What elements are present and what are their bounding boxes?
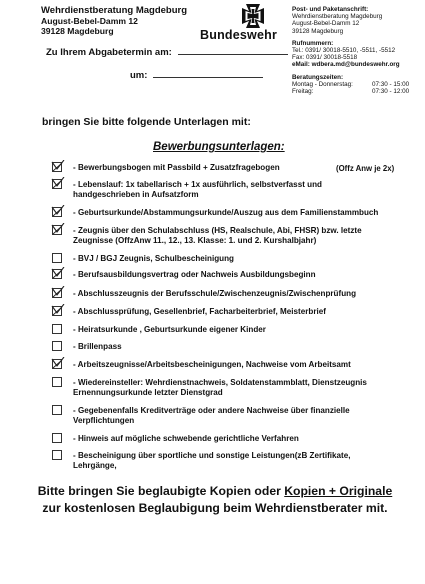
- post-line: Wehrdienstberatung Magdeburg: [292, 13, 383, 21]
- checklist-item-text: - Wiedereinsteller: Wehrdienstnachweis, Soldatenstammblatt, Dienstzeugnis Ernennungsurkunde letzter Dienstgrad: [73, 378, 367, 397]
- checkbox-unchecked[interactable]: [52, 433, 62, 443]
- section-heading: Bewerbungsunterlagen:: [153, 141, 285, 153]
- sender-line: 39128 Magdeburg: [41, 26, 114, 36]
- hours-day: Freitag:: [292, 88, 314, 96]
- footer-notice: [30, 483, 400, 517]
- checkbox-unchecked[interactable]: [52, 324, 62, 334]
- appointment-date-row: [46, 47, 288, 58]
- checklist-item: [52, 406, 390, 425]
- intro-text: bringen Sie bitte folgende Unterlagen mit:: [42, 116, 251, 128]
- checklist-item-text: - Abschlussprüfung, Gesellenbrief, Facharbeiterbrief, Meisterbrief: [73, 307, 326, 316]
- phone-title: Rufnummern:: [292, 39, 334, 47]
- checkbox-checked[interactable]: [52, 359, 62, 369]
- check-mark-icon: [51, 267, 65, 281]
- checklist-item: [52, 180, 390, 199]
- checklist-item: [52, 378, 390, 397]
- checklist-item-text: - Abschlusszeugnis der Berufsschule/Zwischenzeugnis/Zwischenprüfung: [73, 289, 357, 298]
- checkbox-unchecked[interactable]: [52, 377, 62, 387]
- hours-time: 07:30 - 12:00: [372, 88, 410, 96]
- hours-row: [292, 88, 409, 95]
- checkbox-checked[interactable]: [52, 306, 62, 316]
- checkbox-unchecked[interactable]: [52, 450, 62, 460]
- appointment-label: Zu Ihrem Abgabetermin am:: [46, 47, 172, 58]
- checklist-item: [52, 451, 390, 470]
- checklist-item: [52, 289, 390, 299]
- sender-address: [41, 6, 187, 36]
- checklist-item: [52, 226, 390, 245]
- checklist-item-text: - Gegebenenfalls Kreditverträge oder andere Nachweise über finanzielle Verpflichtungen: [73, 406, 350, 425]
- contact-block: [292, 6, 409, 95]
- checklist-item-text: - Heiratsurkunde , Geburtsurkunde eigener Kinder: [73, 325, 266, 334]
- check-mark-icon: [51, 160, 65, 174]
- checklist-item: [52, 342, 390, 352]
- checklist-item-text: - Bescheinigung über sportliche und sonstige Leistungen(zB Zertifikate, Lehrgänge,: [73, 451, 351, 470]
- checkbox-checked[interactable]: [52, 162, 62, 172]
- iron-cross-icon: [233, 3, 273, 29]
- checklist-item-text: - Arbeitszeugnisse/Arbeitsbescheinigungen, Nachweise vom Arbeitsamt: [73, 360, 351, 369]
- check-mark-icon: [51, 304, 65, 318]
- checklist-item: [52, 208, 390, 218]
- hours-day: Montag - Donnerstag:: [292, 80, 353, 88]
- appointment-time-row: [130, 70, 263, 81]
- checkbox-checked[interactable]: [52, 225, 62, 235]
- appointment-date-field[interactable]: [178, 54, 288, 55]
- checklist-item-text: - Zeugnis über den Schulabschluss (HS, Realschule, Abi, FHSR) bzw. letzte Zeugnisse (OffzAnw 11., 12., 13. Klasse: 1. und 2. Kurshalbjahr): [73, 226, 362, 245]
- checkbox-unchecked[interactable]: [52, 253, 62, 263]
- time-label: um:: [130, 70, 148, 81]
- phone-line: Tel.: 0391/ 30018-5510, -5511, -5512: [292, 47, 396, 55]
- check-mark-icon: [51, 223, 65, 237]
- checkbox-checked[interactable]: [52, 179, 62, 189]
- appointment-time-field[interactable]: [153, 77, 263, 78]
- footer-part3: zur kostenlosen Beglaubigung beim Wehrdienstberater mit.: [42, 501, 388, 515]
- checklist-item: [52, 325, 390, 335]
- check-mark-icon: [51, 205, 65, 219]
- checklist-item-text: - Berufsausbildungsvertrag oder Nachweis Ausbildungsbeginn: [73, 270, 316, 279]
- footer-part1: Bitte bringen Sie beglaubigte Kopien oder: [37, 484, 285, 498]
- checkbox-unchecked[interactable]: [52, 341, 62, 351]
- checklist-item: [52, 254, 390, 264]
- checklist-item-text: - Geburtsurkunde/Abstammungsurkunde/Auszug aus dem Familienstammbuch: [73, 208, 379, 217]
- officer-note: (Offz Anw je 2x): [336, 164, 395, 173]
- checkbox-unchecked[interactable]: [52, 405, 62, 415]
- sender-line: August-Bebel-Damm 12: [41, 16, 138, 26]
- checklist-item-text: - Bewerbungsbogen mit Passbild + Zusatzfragebogen: [73, 163, 280, 172]
- footer-part2: Kopien + Originale: [284, 484, 393, 498]
- post-line: August-Bebel-Damm 12: [292, 20, 360, 28]
- checklist-item-text: - Lebenslauf: 1x tabellarisch + 1x ausführlich, selbstverfasst und handgeschrieben in Aufsatzform: [73, 180, 322, 199]
- checkbox-checked[interactable]: [52, 207, 62, 217]
- checklist-item: [52, 163, 390, 173]
- post-line: 39128 Magdeburg: [292, 27, 344, 35]
- checkbox-checked[interactable]: [52, 269, 62, 279]
- hours-row: [292, 81, 409, 88]
- checklist-item-text: - BVJ / BGJ Zeugnis, Schulbescheinigung: [73, 254, 234, 263]
- checklist-item: [52, 434, 390, 444]
- hours-time: 07:30 - 15:00: [372, 80, 410, 88]
- bundeswehr-wordmark: Bundeswehr: [200, 28, 278, 42]
- email-line: eMail: wdbera.md@bundeswehr.org: [292, 61, 400, 69]
- checklist-item: [52, 360, 390, 370]
- check-mark-icon: [51, 357, 65, 371]
- fax-line: Fax: 0391/ 30018-5518: [292, 54, 358, 62]
- checkbox-checked[interactable]: [52, 288, 62, 298]
- checklist-item-text: - Brillenpass: [73, 342, 122, 351]
- checklist-item-text: - Hinweis auf mögliche schwebende gerichtliche Verfahren: [73, 434, 299, 443]
- checklist-item: [52, 307, 390, 317]
- sender-line: Wehrdienstberatung Magdeburg: [41, 5, 188, 16]
- check-mark-icon: [51, 177, 65, 191]
- hours-title: Beratungszeiten:: [292, 73, 344, 81]
- checklist-item: [52, 270, 390, 280]
- check-mark-icon: [51, 286, 65, 300]
- post-title: Post- und Paketanschrift:: [292, 6, 369, 13]
